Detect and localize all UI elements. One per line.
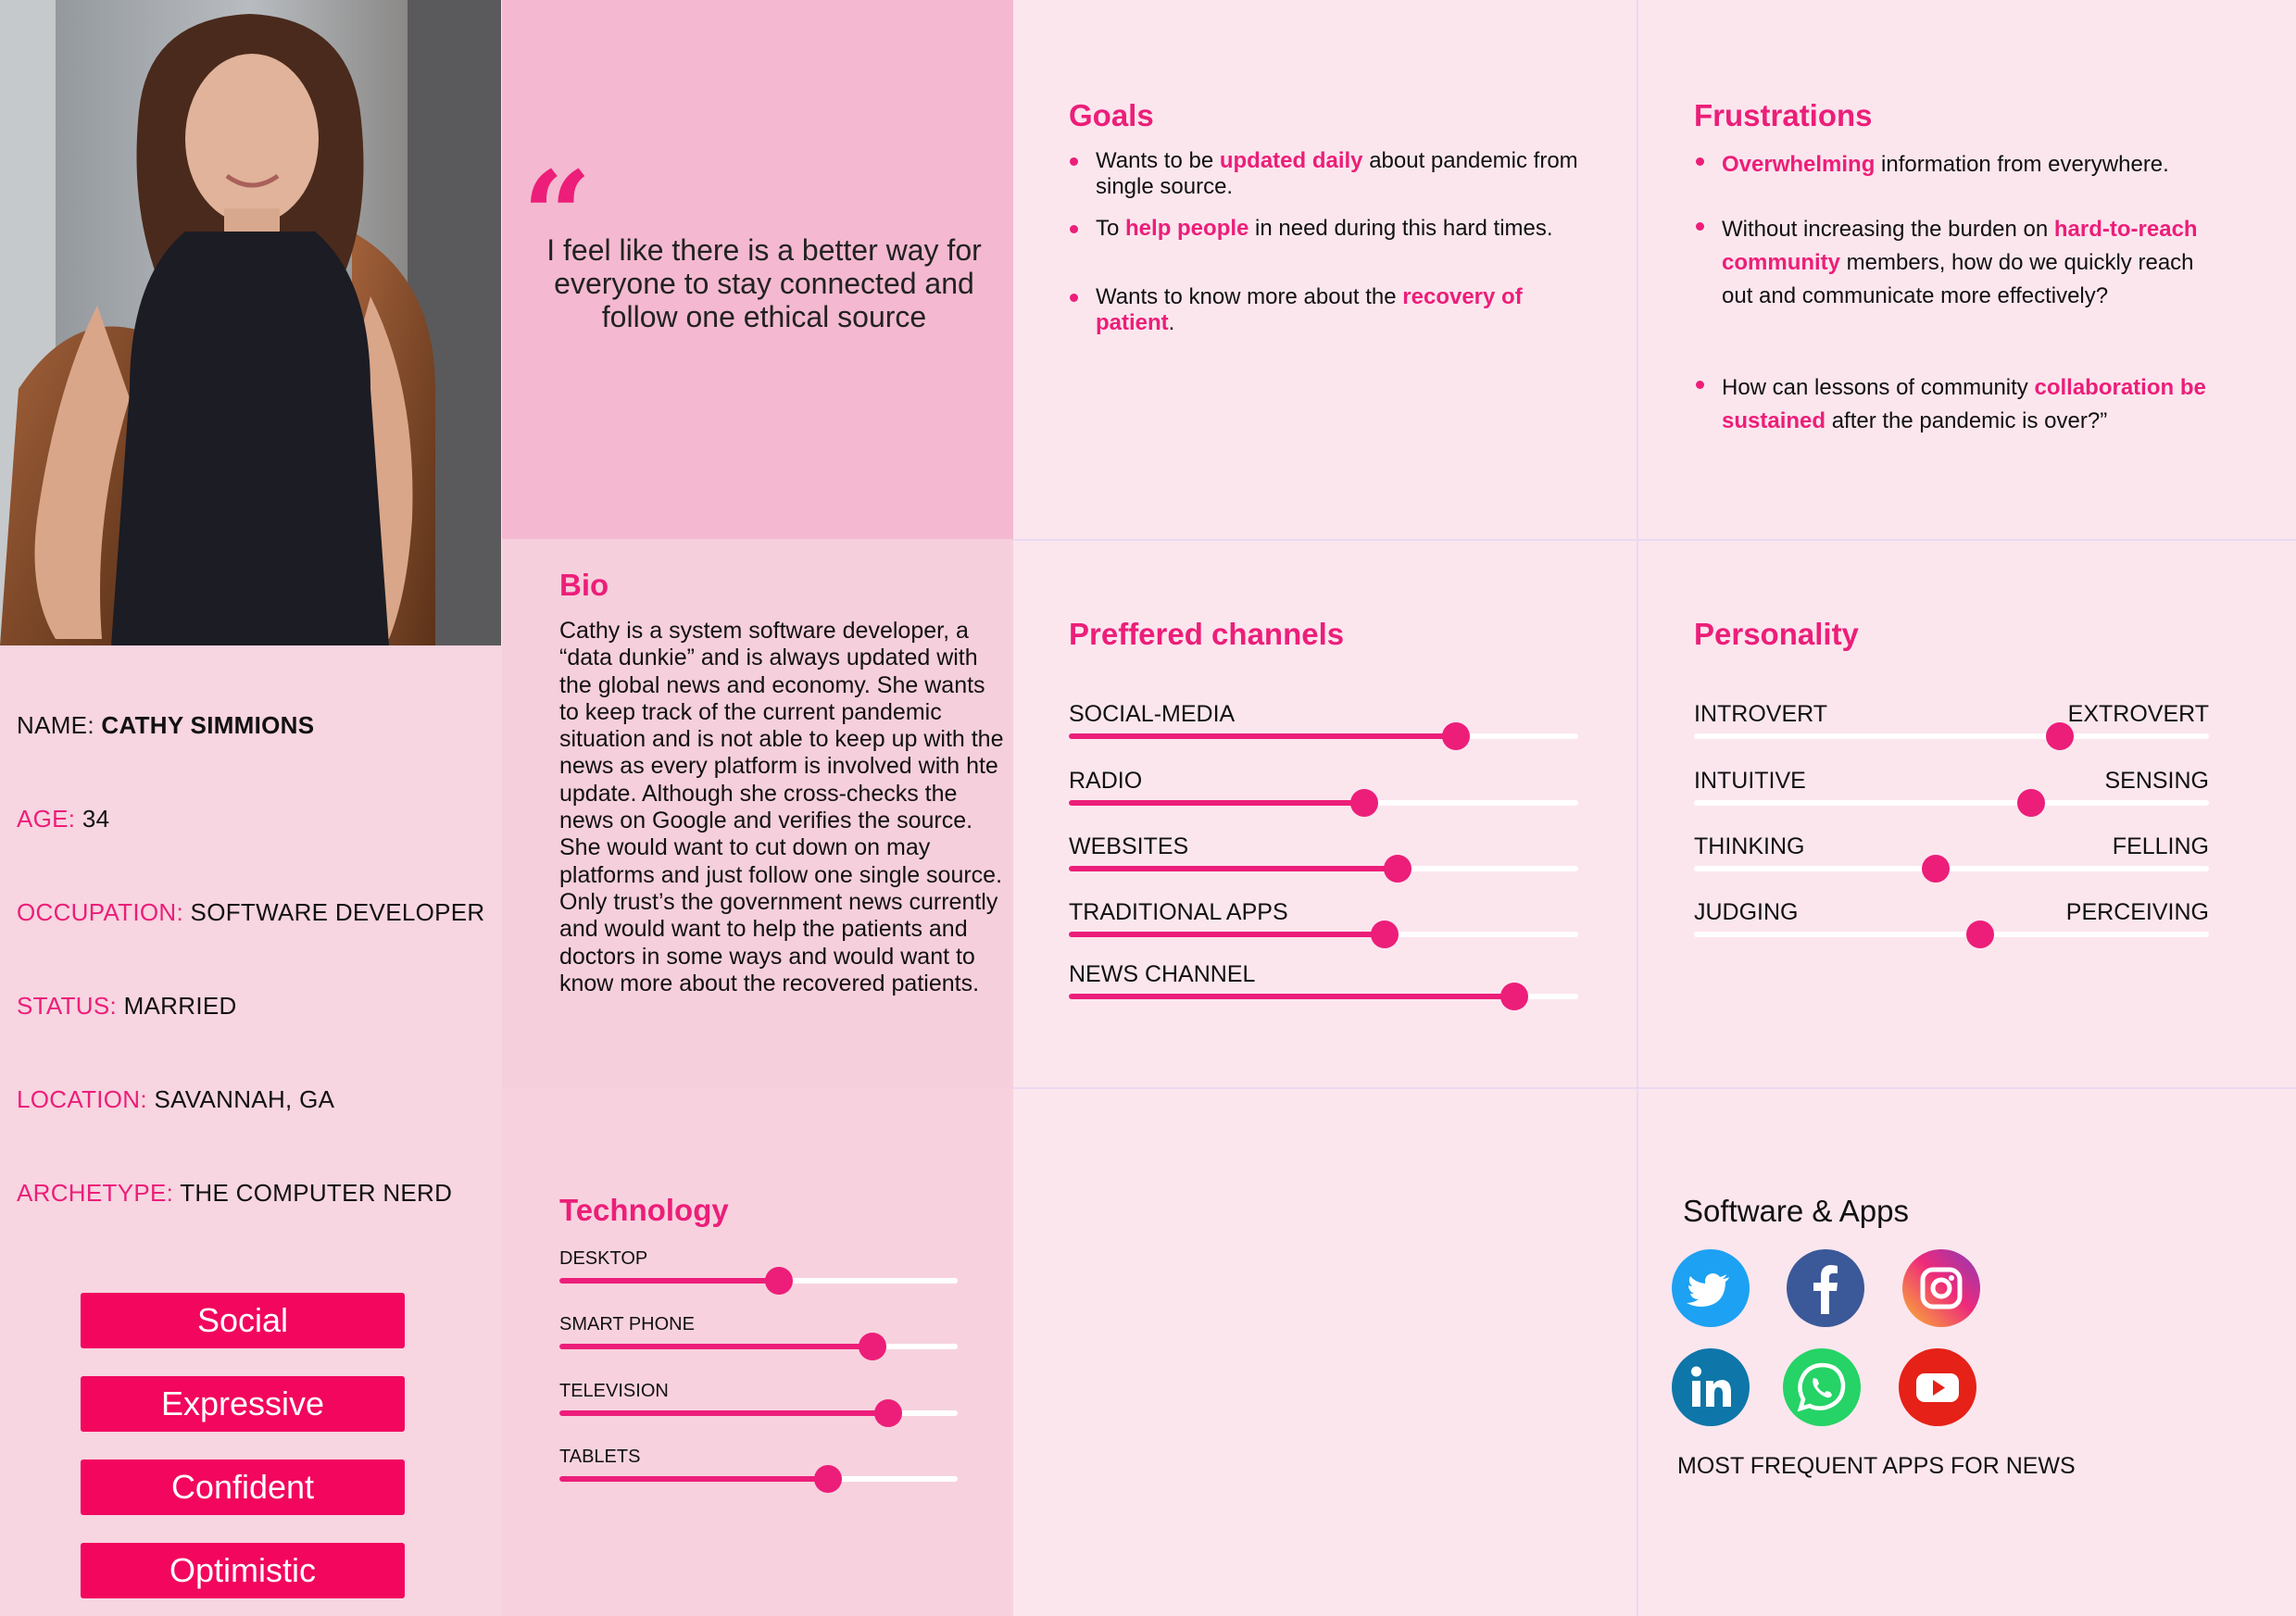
trait-expressive: Expressive — [81, 1376, 405, 1432]
info-location: LOCATION: SAVANNAH, GA — [17, 1085, 335, 1113]
linkedin-icon[interactable] — [1672, 1348, 1750, 1426]
trait-confident: Confident — [81, 1459, 405, 1515]
slider-label: WEBSITES — [1069, 833, 1189, 859]
info-status: STATUS: MARRIED — [17, 992, 237, 1020]
slider-track[interactable] — [559, 1344, 958, 1349]
slider-label: SMART PHONE — [559, 1314, 695, 1334]
quote-mark-icon: “ — [522, 144, 581, 286]
slider-track[interactable] — [559, 1476, 958, 1482]
slider-track[interactable] — [1069, 932, 1578, 937]
slider-fill — [1069, 994, 1514, 999]
slider-knob[interactable] — [814, 1465, 842, 1493]
slider-label: TRADITIONAL APPS — [1069, 899, 1288, 925]
youtube-icon[interactable] — [1899, 1348, 1976, 1426]
slider-knob[interactable] — [1442, 722, 1470, 750]
technology-title: Technology — [559, 1193, 729, 1227]
persona-quote: I feel like there is a better way for everyone to stay connected and follow one ethical source — [546, 233, 982, 333]
channels-title: Preffered channels — [1069, 617, 1345, 651]
info-archetype: ARCHETYPE: THE COMPUTER NERD — [17, 1179, 453, 1207]
slider-knob[interactable] — [1350, 789, 1378, 817]
slider-label: SOCIAL-MEDIA — [1069, 701, 1236, 727]
goal-item: Wants to be updated daily about pandemic from single source. — [1096, 148, 1587, 200]
slider-right-label: EXTROVERT — [2067, 701, 2209, 727]
row-divider — [1013, 539, 2296, 541]
slider-knob[interactable] — [1922, 855, 1950, 883]
facebook-icon[interactable] — [1787, 1249, 1864, 1327]
slider-track[interactable] — [1069, 733, 1578, 739]
trait-optimistic: Optimistic — [81, 1543, 405, 1598]
frustration-item: Without increasing the burden on hard-to-reach community members, how do we quickly reach out and communicate more effectively? — [1722, 213, 2213, 313]
info-age: AGE: 34 — [17, 805, 110, 833]
slider-track[interactable] — [1694, 932, 2209, 937]
slider-track[interactable] — [1694, 733, 2209, 739]
instagram-icon[interactable] — [1902, 1249, 1980, 1327]
slider-fill — [559, 1278, 779, 1284]
channel-slider[interactable] — [1069, 768, 1578, 819]
technology-slider[interactable] — [559, 1381, 958, 1429]
slider-fill — [559, 1476, 828, 1482]
slider-knob[interactable] — [2046, 722, 2074, 750]
technology-slider[interactable] — [559, 1248, 958, 1297]
slider-label: INTUITIVE — [1694, 768, 1806, 794]
channel-slider[interactable] — [1069, 701, 1578, 752]
slider-knob[interactable] — [1371, 921, 1399, 948]
slider-track[interactable] — [559, 1278, 958, 1284]
slider-track[interactable] — [1694, 800, 2209, 806]
slider-label: TELEVISION — [559, 1381, 669, 1401]
frustration-item: How can lessons of community collaboration be sustained after the pandemic is over?” — [1722, 371, 2222, 438]
personality-slider[interactable] — [1694, 701, 2209, 752]
apps-caption: MOST FREQUENT APPS FOR NEWS — [1677, 1453, 2076, 1479]
personality-title: Personality — [1694, 617, 1859, 651]
slider-label: JUDGING — [1694, 899, 1799, 925]
trait-social: Social — [81, 1293, 405, 1348]
info-name: NAME: CATHY SIMMIONS — [17, 711, 315, 739]
slider-label: TABLETS — [559, 1447, 641, 1467]
slider-knob[interactable] — [859, 1333, 886, 1360]
whatsapp-icon[interactable] — [1783, 1348, 1861, 1426]
bio-title: Bio — [559, 568, 609, 602]
slider-knob[interactable] — [765, 1267, 793, 1295]
slider-knob[interactable] — [1500, 983, 1528, 1010]
slider-track[interactable] — [1069, 866, 1578, 871]
bio-text: Cathy is a system software developer, a “data dunkie” and is always updated with the global news and economy. She wants to keep track of the current pandemic situation and is not able to keep up with the news as every platform is involved with hte update. Although she cross-checks the news on Google and verifies the source. She would want to cut down on may platforms and just follow one single source. Only trust’s the government news currently and would want to help the patients and doctors in some ways and would want to know more about the recovered patients. — [559, 618, 1004, 996]
technology-slider[interactable] — [559, 1447, 958, 1495]
goals-title: Goals — [1069, 98, 1154, 132]
slider-fill — [559, 1410, 888, 1416]
slider-right-label: SENSING — [2104, 768, 2209, 794]
channel-slider[interactable] — [1069, 899, 1578, 950]
slider-fill — [1069, 932, 1385, 937]
apps-title: Software & Apps — [1683, 1194, 1909, 1228]
column-divider — [1637, 0, 1638, 1616]
frustrations-title: Frustrations — [1694, 98, 1873, 132]
slider-right-label: PERCEIVING — [2065, 899, 2209, 925]
personality-slider[interactable] — [1694, 899, 2209, 950]
personality-slider[interactable] — [1694, 768, 2209, 819]
slider-fill — [1069, 866, 1398, 871]
info-occupation: OCCUPATION: SOFTWARE DEVELOPER — [17, 898, 485, 926]
channel-slider[interactable] — [1069, 961, 1578, 1012]
slider-label: NEWS CHANNEL — [1069, 961, 1256, 987]
channel-slider[interactable] — [1069, 833, 1578, 884]
technology-slider[interactable] — [559, 1314, 958, 1362]
slider-knob[interactable] — [1966, 921, 1994, 948]
slider-label: DESKTOP — [559, 1248, 648, 1269]
slider-label: INTROVERT — [1694, 701, 1827, 727]
slider-track[interactable] — [1694, 866, 2209, 871]
frustration-item: Overwhelming information from everywhere. — [1722, 148, 2240, 182]
row-divider — [1013, 1087, 2296, 1089]
goal-item: Wants to know more about the recovery of patient. — [1096, 284, 1587, 336]
slider-fill — [559, 1344, 872, 1349]
personality-slider[interactable] — [1694, 833, 2209, 884]
persona-photo — [0, 0, 501, 645]
slider-fill — [1069, 733, 1456, 739]
twitter-icon[interactable] — [1672, 1249, 1750, 1327]
slider-knob[interactable] — [874, 1399, 902, 1427]
slider-right-label: FELLING — [2112, 833, 2209, 859]
slider-track[interactable] — [1069, 800, 1578, 806]
slider-label: THINKING — [1694, 833, 1805, 859]
goal-item: To help people in need during this hard times. — [1096, 216, 1614, 242]
slider-knob[interactable] — [2017, 789, 2045, 817]
slider-label: RADIO — [1069, 768, 1143, 794]
slider-fill — [1069, 800, 1364, 806]
slider-knob[interactable] — [1384, 855, 1411, 883]
